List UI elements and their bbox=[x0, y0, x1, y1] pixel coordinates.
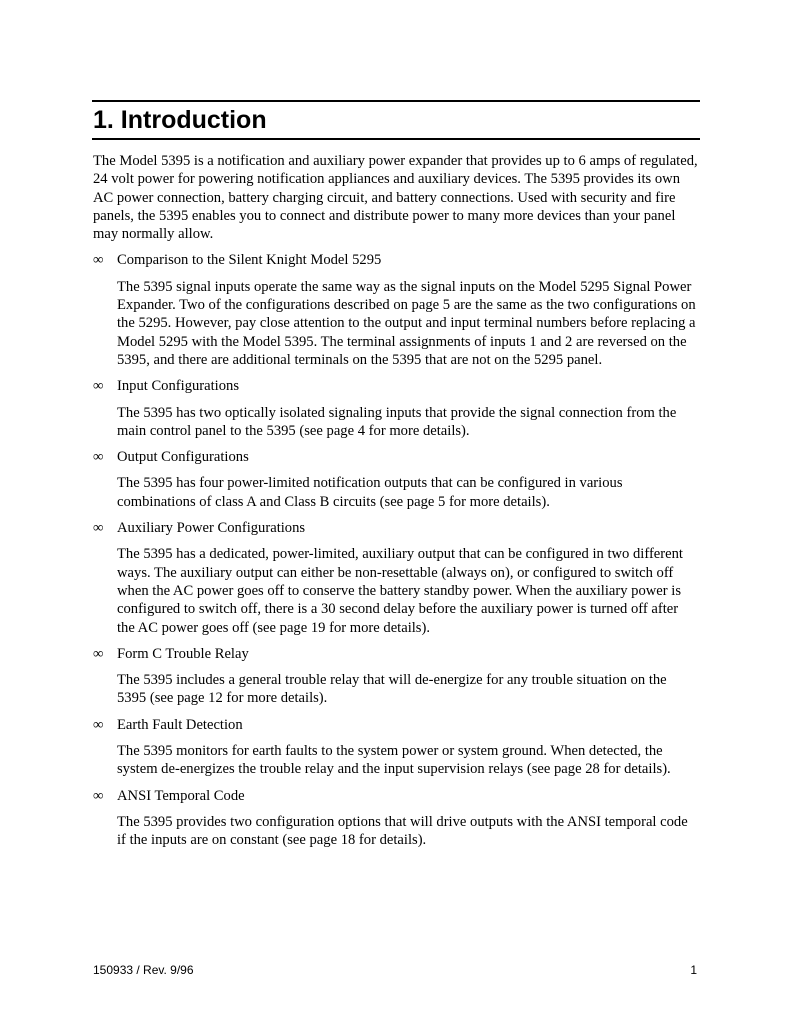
bullet-symbol: ∞ bbox=[93, 252, 104, 269]
bullet-description: The 5395 provides two configuration options that will drive outputs with the ANSI temporal code if the inputs are on constant (see page 18 for details). bbox=[117, 813, 688, 849]
page-number: 1 bbox=[690, 963, 697, 977]
bullet-title: Output Configurations bbox=[117, 449, 249, 466]
bullet-symbol: ∞ bbox=[93, 716, 104, 733]
bullet-title: Auxiliary Power Configurations bbox=[117, 520, 306, 537]
bullet-item bbox=[93, 448, 699, 511]
bullet-symbol: ∞ bbox=[93, 645, 104, 662]
bullet-item bbox=[93, 716, 699, 779]
bullet-title: ANSI Temporal Code bbox=[117, 787, 245, 804]
bullet-item bbox=[93, 377, 699, 440]
top-rule bbox=[92, 100, 700, 102]
bullet-item bbox=[93, 645, 699, 708]
bullet-item bbox=[93, 519, 699, 637]
bullet-description: The 5395 has four power-limited notification outputs that can be configured in various combinations of class A and Class B circuits (see page 5 for more details). bbox=[117, 475, 623, 510]
bullet-description: The 5395 includes a general trouble relay that will de-energize for any trouble situation on the 5395 (see page 12 for more details). bbox=[117, 672, 667, 707]
bullet-description: The 5395 has a dedicated, power-limited, auxiliary output that can be configured in two different ways. The auxiliary output can either be non-resettable (always on), or configured to switch off when the AC power goes off to conserve the battery standby power. When the auxiliary power is configured to switch off, there is a 30 second delay before the auxiliary power is turned off after the AC power goes off (see page 19 for more details). bbox=[117, 546, 683, 636]
bullet-title: Input Configurations bbox=[117, 378, 240, 395]
bullet-title: Comparison to the Silent Knight Model 5295 bbox=[117, 252, 382, 269]
bullet-symbol: ∞ bbox=[93, 520, 104, 537]
section-header bbox=[92, 100, 700, 140]
bullet-symbol: ∞ bbox=[93, 787, 104, 804]
bullet-title: Form C Trouble Relay bbox=[117, 645, 249, 662]
bullet-description: The 5395 has two optically isolated signaling inputs that provide the signal connection from the main control panel to the 5395 (see page 4 for more details). bbox=[117, 404, 677, 439]
document-id: 150933 / Rev. 9/96 bbox=[93, 963, 194, 977]
bottom-rule bbox=[92, 138, 700, 140]
bullet-title: Earth Fault Detection bbox=[117, 716, 243, 733]
bullet-symbol: ∞ bbox=[93, 449, 104, 466]
bullet-item bbox=[93, 251, 699, 369]
bullet-item bbox=[93, 787, 699, 850]
body-text bbox=[93, 152, 699, 858]
bullet-description: The 5395 monitors for earth faults to the system power or system ground. When detected, the system de-energizes the trouble relay and the input supervision relays (see page 28 for details). bbox=[117, 743, 671, 778]
bullet-symbol: ∞ bbox=[93, 378, 104, 395]
intro-paragraph: The Model 5395 is a notification and auxiliary power expander that provides up to 6 amps of regulated, 24 volt power for powering notification appliances and auxiliary devices. The 5395 provides its own AC power connection, battery charging circuit, and battery connections. Used with security and fire panels, the 5395 enables you to connect and distribute power to many more devices than your panel may normally allow. bbox=[93, 153, 698, 243]
bullet-description: The 5395 signal inputs operate the same way as the signal inputs on the Model 5295 Signal Power Expander. Two of the configurations described on page 5 are the same as the two configurations on the 5295. However, pay close attention to the output and input terminal numbers before replacing a Model 5295 with the Model 5395. The terminal assignments of inputs 1 and 2 are reversed on the 5395, and there are additional terminals on the 5395 that are not on the 5295 panel. bbox=[117, 278, 696, 368]
section-heading: 1. Introduction bbox=[93, 106, 267, 134]
